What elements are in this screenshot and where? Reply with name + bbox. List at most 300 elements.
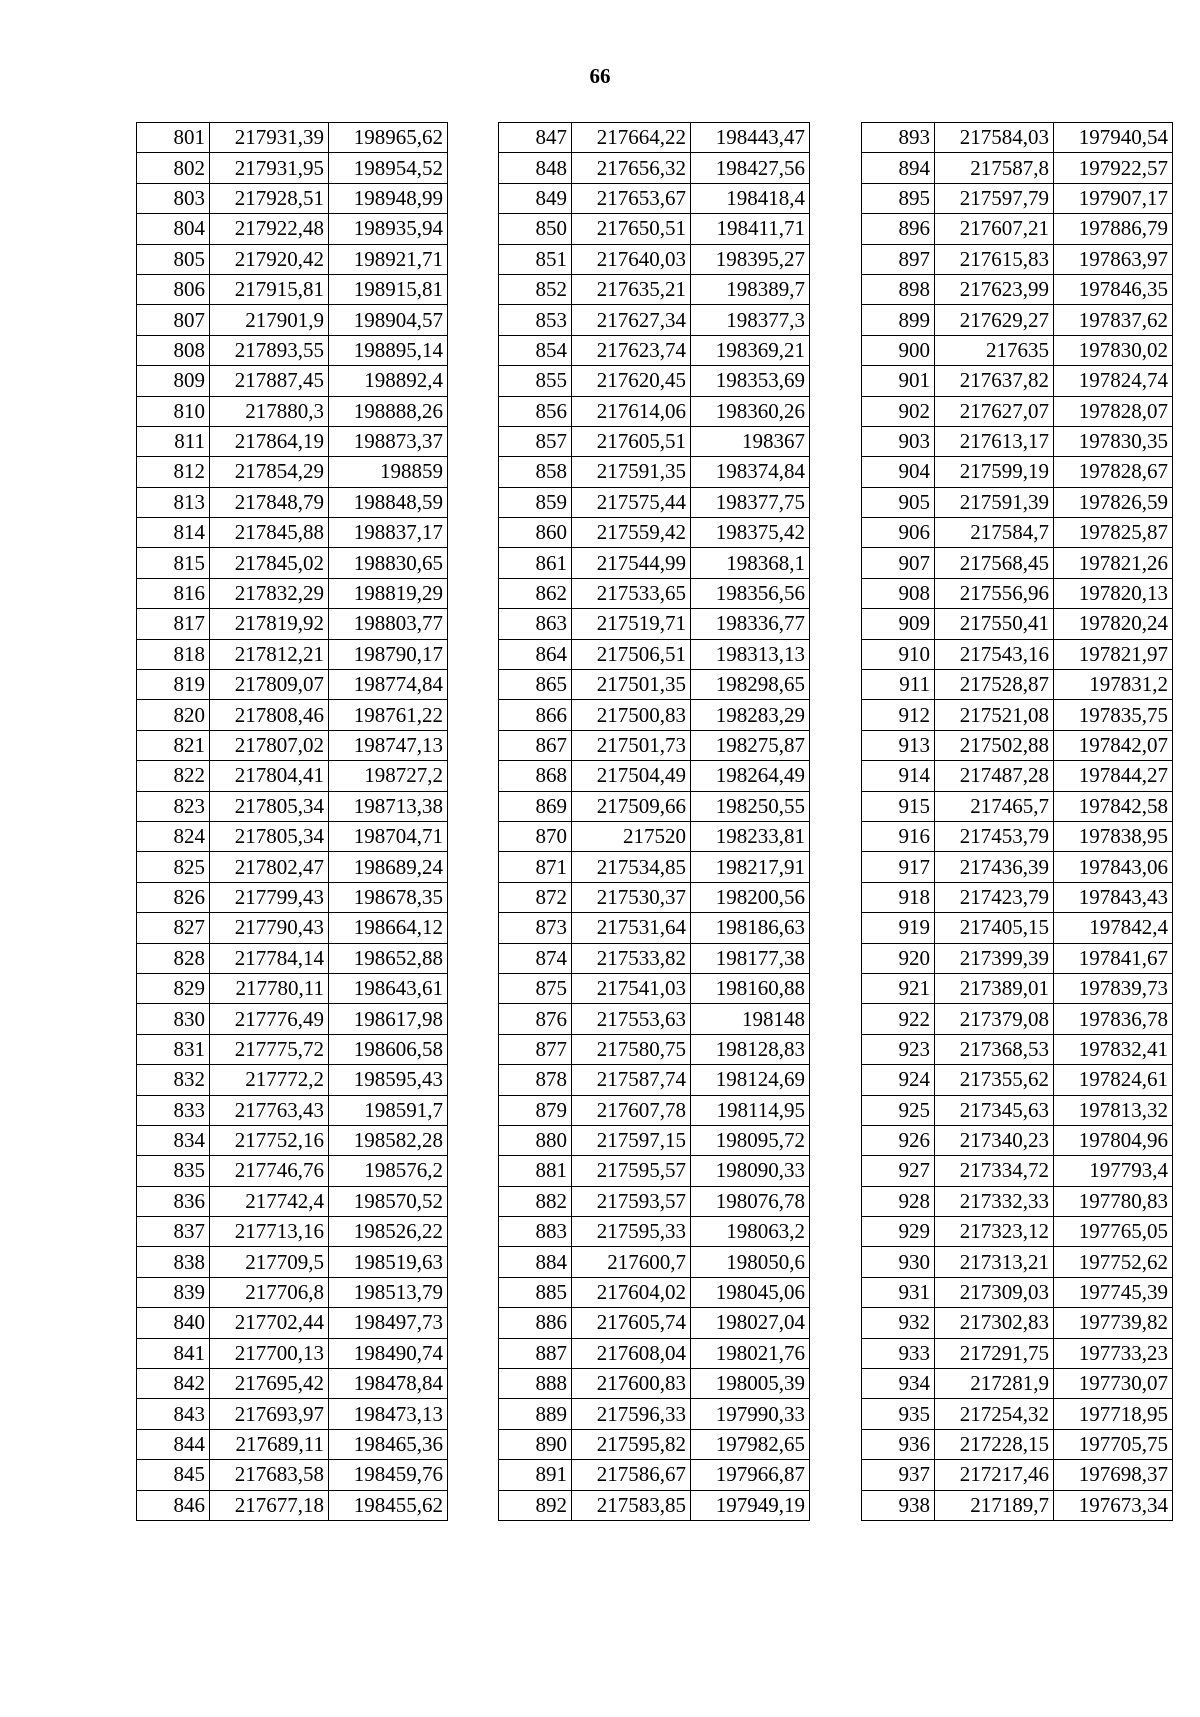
y-coordinate: 198427,56: [691, 153, 810, 183]
y-coordinate: 198090,33: [691, 1156, 810, 1186]
x-coordinate: 217832,29: [210, 578, 329, 608]
x-coordinate: 217502,88: [935, 730, 1054, 760]
point-number: 830: [137, 1004, 210, 1034]
y-coordinate: 198727,2: [329, 761, 448, 791]
point-number: 878: [499, 1065, 572, 1095]
point-number: 807: [137, 305, 210, 335]
y-coordinate: 197673,34: [1054, 1490, 1173, 1520]
point-number: 896: [862, 214, 935, 244]
point-number: 864: [499, 639, 572, 669]
x-coordinate: 217920,42: [210, 244, 329, 274]
x-coordinate: 217702,44: [210, 1308, 329, 1338]
y-coordinate: 198774,84: [329, 670, 448, 700]
y-coordinate: 198526,22: [329, 1217, 448, 1247]
x-coordinate: 217399,39: [935, 943, 1054, 973]
y-coordinate: 198021,76: [691, 1338, 810, 1368]
point-number: 881: [499, 1156, 572, 1186]
x-coordinate: 217607,21: [935, 214, 1054, 244]
point-number: 828: [137, 943, 210, 973]
table-row: [499, 1156, 810, 1186]
y-coordinate: 198576,2: [329, 1156, 448, 1186]
y-coordinate: 197839,73: [1054, 973, 1173, 1003]
table-row: [137, 518, 448, 548]
x-coordinate: 217627,34: [572, 305, 691, 335]
table-row: [862, 1338, 1173, 1368]
y-coordinate: 198186,63: [691, 913, 810, 943]
y-coordinate: 198473,13: [329, 1399, 448, 1429]
x-coordinate: 217596,33: [572, 1399, 691, 1429]
y-coordinate: 198761,22: [329, 700, 448, 730]
x-coordinate: 217901,9: [210, 305, 329, 335]
table-row: [499, 426, 810, 456]
point-number: 929: [862, 1217, 935, 1247]
point-number: 924: [862, 1065, 935, 1095]
x-coordinate: 217568,45: [935, 548, 1054, 578]
table-row: [862, 183, 1173, 213]
table-row: [862, 366, 1173, 396]
x-coordinate: 217695,42: [210, 1369, 329, 1399]
point-number: 870: [499, 821, 572, 851]
x-coordinate: 217586,67: [572, 1460, 691, 1490]
table-row: [137, 578, 448, 608]
table-row: [499, 183, 810, 213]
point-number: 893: [862, 123, 935, 153]
table-row: [499, 1429, 810, 1459]
y-coordinate: 197832,41: [1054, 1034, 1173, 1064]
x-coordinate: 217423,79: [935, 882, 1054, 912]
x-coordinate: 217600,7: [572, 1247, 691, 1277]
y-coordinate: 198177,38: [691, 943, 810, 973]
x-coordinate: 217302,83: [935, 1308, 1054, 1338]
point-number: 904: [862, 457, 935, 487]
table-row: [137, 487, 448, 517]
y-coordinate: 198455,62: [329, 1490, 448, 1520]
x-coordinate: 217809,07: [210, 670, 329, 700]
y-coordinate: 198954,52: [329, 153, 448, 183]
table-row: [137, 852, 448, 882]
y-coordinate: 198275,87: [691, 730, 810, 760]
x-coordinate: 217799,43: [210, 882, 329, 912]
point-number: 887: [499, 1338, 572, 1368]
y-coordinate: 198368,1: [691, 548, 810, 578]
table-row: [137, 1186, 448, 1216]
x-coordinate: 217519,71: [572, 609, 691, 639]
y-coordinate: 197826,59: [1054, 487, 1173, 517]
table-row: [137, 943, 448, 973]
y-coordinate: 197982,65: [691, 1429, 810, 1459]
y-coordinate: 198689,24: [329, 852, 448, 882]
table-row: [499, 1186, 810, 1216]
point-number: 831: [137, 1034, 210, 1064]
y-coordinate: 198465,36: [329, 1429, 448, 1459]
table-row: [499, 670, 810, 700]
table-row: [499, 609, 810, 639]
table-row: [499, 1095, 810, 1125]
table-row: [499, 396, 810, 426]
table-row: [137, 274, 448, 304]
point-number: 919: [862, 913, 935, 943]
table-row: [499, 518, 810, 548]
point-number: 876: [499, 1004, 572, 1034]
x-coordinate: 217550,41: [935, 609, 1054, 639]
y-coordinate: 197842,58: [1054, 791, 1173, 821]
y-coordinate: 197765,05: [1054, 1217, 1173, 1247]
x-coordinate: 217595,82: [572, 1429, 691, 1459]
table-row: [499, 1277, 810, 1307]
point-number: 843: [137, 1399, 210, 1429]
x-coordinate: 217650,51: [572, 214, 691, 244]
x-coordinate: 217746,76: [210, 1156, 329, 1186]
x-coordinate: 217487,28: [935, 761, 1054, 791]
table-row: [137, 335, 448, 365]
x-coordinate: 217533,82: [572, 943, 691, 973]
table-row: [499, 487, 810, 517]
x-coordinate: 217599,19: [935, 457, 1054, 487]
y-coordinate: 197739,82: [1054, 1308, 1173, 1338]
table-row: [499, 548, 810, 578]
table-row: [137, 183, 448, 213]
point-number: 910: [862, 639, 935, 669]
x-coordinate: 217580,75: [572, 1034, 691, 1064]
y-coordinate: 198892,4: [329, 366, 448, 396]
table-row: [862, 1034, 1173, 1064]
y-coordinate: 198965,62: [329, 123, 448, 153]
y-coordinate: 198837,17: [329, 518, 448, 548]
point-number: 917: [862, 852, 935, 882]
point-number: 826: [137, 882, 210, 912]
x-coordinate: 217583,85: [572, 1490, 691, 1520]
y-coordinate: 198595,43: [329, 1065, 448, 1095]
point-number: 853: [499, 305, 572, 335]
x-coordinate: 217706,8: [210, 1277, 329, 1307]
y-coordinate: 197820,24: [1054, 609, 1173, 639]
y-coordinate: 197966,87: [691, 1460, 810, 1490]
point-number: 918: [862, 882, 935, 912]
point-number: 823: [137, 791, 210, 821]
x-coordinate: 217864,19: [210, 426, 329, 456]
table-row: [137, 548, 448, 578]
point-number: 865: [499, 670, 572, 700]
y-coordinate: 198790,17: [329, 639, 448, 669]
x-coordinate: 217808,46: [210, 700, 329, 730]
x-coordinate: 217465,7: [935, 791, 1054, 821]
table-row: [137, 457, 448, 487]
table-row: [137, 1095, 448, 1125]
y-coordinate: 198948,99: [329, 183, 448, 213]
y-coordinate: 197886,79: [1054, 214, 1173, 244]
table-row: [862, 1277, 1173, 1307]
y-coordinate: 198298,65: [691, 670, 810, 700]
y-coordinate: 198678,35: [329, 882, 448, 912]
x-coordinate: 217776,49: [210, 1004, 329, 1034]
y-coordinate: 197836,78: [1054, 1004, 1173, 1034]
table-row: [499, 1034, 810, 1064]
y-coordinate: 197733,23: [1054, 1338, 1173, 1368]
y-coordinate: 198353,69: [691, 366, 810, 396]
y-coordinate: 198377,3: [691, 305, 810, 335]
y-coordinate: 198148: [691, 1004, 810, 1034]
y-coordinate: 198395,27: [691, 244, 810, 274]
x-coordinate: 217627,07: [935, 396, 1054, 426]
y-coordinate: 198904,57: [329, 305, 448, 335]
x-coordinate: 217693,97: [210, 1399, 329, 1429]
table-row: [862, 1186, 1173, 1216]
y-coordinate: 198443,47: [691, 123, 810, 153]
table-row: [862, 791, 1173, 821]
x-coordinate: 217677,18: [210, 1490, 329, 1520]
table-row: [499, 1490, 810, 1520]
y-coordinate: 198921,71: [329, 244, 448, 274]
y-coordinate: 198005,39: [691, 1369, 810, 1399]
x-coordinate: 217928,51: [210, 183, 329, 213]
table-row: [499, 852, 810, 882]
x-coordinate: 217887,45: [210, 366, 329, 396]
point-number: 842: [137, 1369, 210, 1399]
x-coordinate: 217805,34: [210, 791, 329, 821]
point-number: 906: [862, 518, 935, 548]
point-number: 894: [862, 153, 935, 183]
x-coordinate: 217637,82: [935, 366, 1054, 396]
point-number: 844: [137, 1429, 210, 1459]
point-number: 868: [499, 761, 572, 791]
y-coordinate: 198114,95: [691, 1095, 810, 1125]
x-coordinate: 217880,3: [210, 396, 329, 426]
y-coordinate: 197813,32: [1054, 1095, 1173, 1125]
x-coordinate: 217332,33: [935, 1186, 1054, 1216]
point-number: 848: [499, 153, 572, 183]
x-coordinate: 217228,15: [935, 1429, 1054, 1459]
x-coordinate: 217812,21: [210, 639, 329, 669]
y-coordinate: 197824,74: [1054, 366, 1173, 396]
table-row: [499, 973, 810, 1003]
y-coordinate: 197835,75: [1054, 700, 1173, 730]
table-row: [137, 1247, 448, 1277]
y-coordinate: 198095,72: [691, 1125, 810, 1155]
x-coordinate: 217389,01: [935, 973, 1054, 1003]
table-row: [499, 1308, 810, 1338]
table-row: [862, 518, 1173, 548]
x-coordinate: 217845,02: [210, 548, 329, 578]
x-coordinate: 217893,55: [210, 335, 329, 365]
point-number: 858: [499, 457, 572, 487]
x-coordinate: 217620,45: [572, 366, 691, 396]
table-row: [862, 609, 1173, 639]
x-coordinate: 217854,29: [210, 457, 329, 487]
point-number: 883: [499, 1217, 572, 1247]
x-coordinate: 217772,2: [210, 1065, 329, 1095]
table-row: [862, 335, 1173, 365]
point-number: 872: [499, 882, 572, 912]
table-row: [499, 335, 810, 365]
point-number: 935: [862, 1399, 935, 1429]
table-row: [499, 882, 810, 912]
point-number: 882: [499, 1186, 572, 1216]
point-number: 880: [499, 1125, 572, 1155]
y-coordinate: 197821,26: [1054, 548, 1173, 578]
x-coordinate: 217368,53: [935, 1034, 1054, 1064]
point-number: 803: [137, 183, 210, 213]
x-coordinate: 217501,73: [572, 730, 691, 760]
table-row: [137, 305, 448, 335]
x-coordinate: 217405,15: [935, 913, 1054, 943]
x-coordinate: 217683,58: [210, 1460, 329, 1490]
table-row: [137, 1156, 448, 1186]
x-coordinate: 217915,81: [210, 274, 329, 304]
y-coordinate: 198819,29: [329, 578, 448, 608]
x-coordinate: 217584,03: [935, 123, 1054, 153]
point-number: 836: [137, 1186, 210, 1216]
point-number: 922: [862, 1004, 935, 1034]
y-coordinate: 198519,63: [329, 1247, 448, 1277]
point-number: 885: [499, 1277, 572, 1307]
y-coordinate: 198128,83: [691, 1034, 810, 1064]
point-number: 817: [137, 609, 210, 639]
x-coordinate: 217281,9: [935, 1369, 1054, 1399]
point-number: 930: [862, 1247, 935, 1277]
point-number: 841: [137, 1338, 210, 1368]
table-row: [862, 1156, 1173, 1186]
x-coordinate: 217931,39: [210, 123, 329, 153]
point-number: 905: [862, 487, 935, 517]
table-row: [137, 1338, 448, 1368]
point-number: 891: [499, 1460, 572, 1490]
table-row: [137, 730, 448, 760]
x-coordinate: 217556,96: [935, 578, 1054, 608]
x-coordinate: 217656,32: [572, 153, 691, 183]
table-row: [862, 670, 1173, 700]
y-coordinate: 198160,88: [691, 973, 810, 1003]
table-row: [499, 1217, 810, 1247]
y-coordinate: 198063,2: [691, 1217, 810, 1247]
table-row: [137, 1217, 448, 1247]
x-coordinate: 217559,42: [572, 518, 691, 548]
point-number: 862: [499, 578, 572, 608]
y-coordinate: 198374,84: [691, 457, 810, 487]
point-number: 835: [137, 1156, 210, 1186]
point-number: 886: [499, 1308, 572, 1338]
x-coordinate: 217543,16: [935, 639, 1054, 669]
x-coordinate: 217575,44: [572, 487, 691, 517]
table-row: [862, 761, 1173, 791]
y-coordinate: 198045,06: [691, 1277, 810, 1307]
x-coordinate: 217635,21: [572, 274, 691, 304]
table-row: [862, 457, 1173, 487]
point-number: 805: [137, 244, 210, 274]
point-number: 895: [862, 183, 935, 213]
point-number: 809: [137, 366, 210, 396]
point-number: 816: [137, 578, 210, 608]
table-row: [137, 366, 448, 396]
x-coordinate: 217189,7: [935, 1490, 1054, 1520]
y-coordinate: 197828,67: [1054, 457, 1173, 487]
point-number: 889: [499, 1399, 572, 1429]
x-coordinate: 217217,46: [935, 1460, 1054, 1490]
point-number: 913: [862, 730, 935, 760]
y-coordinate: 197793,4: [1054, 1156, 1173, 1186]
y-coordinate: 198895,14: [329, 335, 448, 365]
y-coordinate: 197752,62: [1054, 1247, 1173, 1277]
x-coordinate: 217700,13: [210, 1338, 329, 1368]
point-number: 837: [137, 1217, 210, 1247]
point-number: 832: [137, 1065, 210, 1095]
x-coordinate: 217689,11: [210, 1429, 329, 1459]
point-number: 814: [137, 518, 210, 548]
x-coordinate: 217607,78: [572, 1095, 691, 1125]
y-coordinate: 198652,88: [329, 943, 448, 973]
table-row: [862, 1095, 1173, 1125]
table-row: [499, 366, 810, 396]
point-number: 903: [862, 426, 935, 456]
y-coordinate: 197745,39: [1054, 1277, 1173, 1307]
table-row: [499, 1399, 810, 1429]
table-row: [499, 457, 810, 487]
x-coordinate: 217591,39: [935, 487, 1054, 517]
table-row: [499, 1125, 810, 1155]
x-coordinate: 217848,79: [210, 487, 329, 517]
y-coordinate: 198664,12: [329, 913, 448, 943]
x-coordinate: 217379,08: [935, 1004, 1054, 1034]
y-coordinate: 198935,94: [329, 214, 448, 244]
y-coordinate: 197830,02: [1054, 335, 1173, 365]
table-row: [499, 943, 810, 973]
point-number: 899: [862, 305, 935, 335]
y-coordinate: 197780,83: [1054, 1186, 1173, 1216]
table-row: [862, 396, 1173, 426]
y-coordinate: 198459,76: [329, 1460, 448, 1490]
table-row: [862, 639, 1173, 669]
y-coordinate: 197718,95: [1054, 1399, 1173, 1429]
point-number: 912: [862, 700, 935, 730]
y-coordinate: 197842,4: [1054, 913, 1173, 943]
y-coordinate: 197949,19: [691, 1490, 810, 1520]
y-coordinate: 197820,13: [1054, 578, 1173, 608]
x-coordinate: 217453,79: [935, 821, 1054, 851]
y-coordinate: 198377,75: [691, 487, 810, 517]
x-coordinate: 217534,85: [572, 852, 691, 882]
point-number: 801: [137, 123, 210, 153]
table-row: [137, 913, 448, 943]
x-coordinate: 217615,83: [935, 244, 1054, 274]
point-number: 867: [499, 730, 572, 760]
y-coordinate: 198747,13: [329, 730, 448, 760]
y-coordinate: 197907,17: [1054, 183, 1173, 213]
point-number: 813: [137, 487, 210, 517]
y-coordinate: 198250,55: [691, 791, 810, 821]
point-number: 921: [862, 973, 935, 1003]
y-coordinate: 198264,49: [691, 761, 810, 791]
point-number: 838: [137, 1247, 210, 1277]
x-coordinate: 217531,64: [572, 913, 691, 943]
table-row: [862, 700, 1173, 730]
point-number: 898: [862, 274, 935, 304]
table-row: [862, 426, 1173, 456]
x-coordinate: 217623,99: [935, 274, 1054, 304]
x-coordinate: 217323,12: [935, 1217, 1054, 1247]
x-coordinate: 217752,16: [210, 1125, 329, 1155]
y-coordinate: 198375,42: [691, 518, 810, 548]
point-number: 863: [499, 609, 572, 639]
x-coordinate: 217509,66: [572, 791, 691, 821]
table-row: [137, 821, 448, 851]
x-coordinate: 217345,63: [935, 1095, 1054, 1125]
table-row: [499, 123, 810, 153]
point-number: 890: [499, 1429, 572, 1459]
table-row: [137, 426, 448, 456]
point-number: 859: [499, 487, 572, 517]
table-row: [862, 1065, 1173, 1095]
y-coordinate: 197831,2: [1054, 670, 1173, 700]
x-coordinate: 217597,79: [935, 183, 1054, 213]
